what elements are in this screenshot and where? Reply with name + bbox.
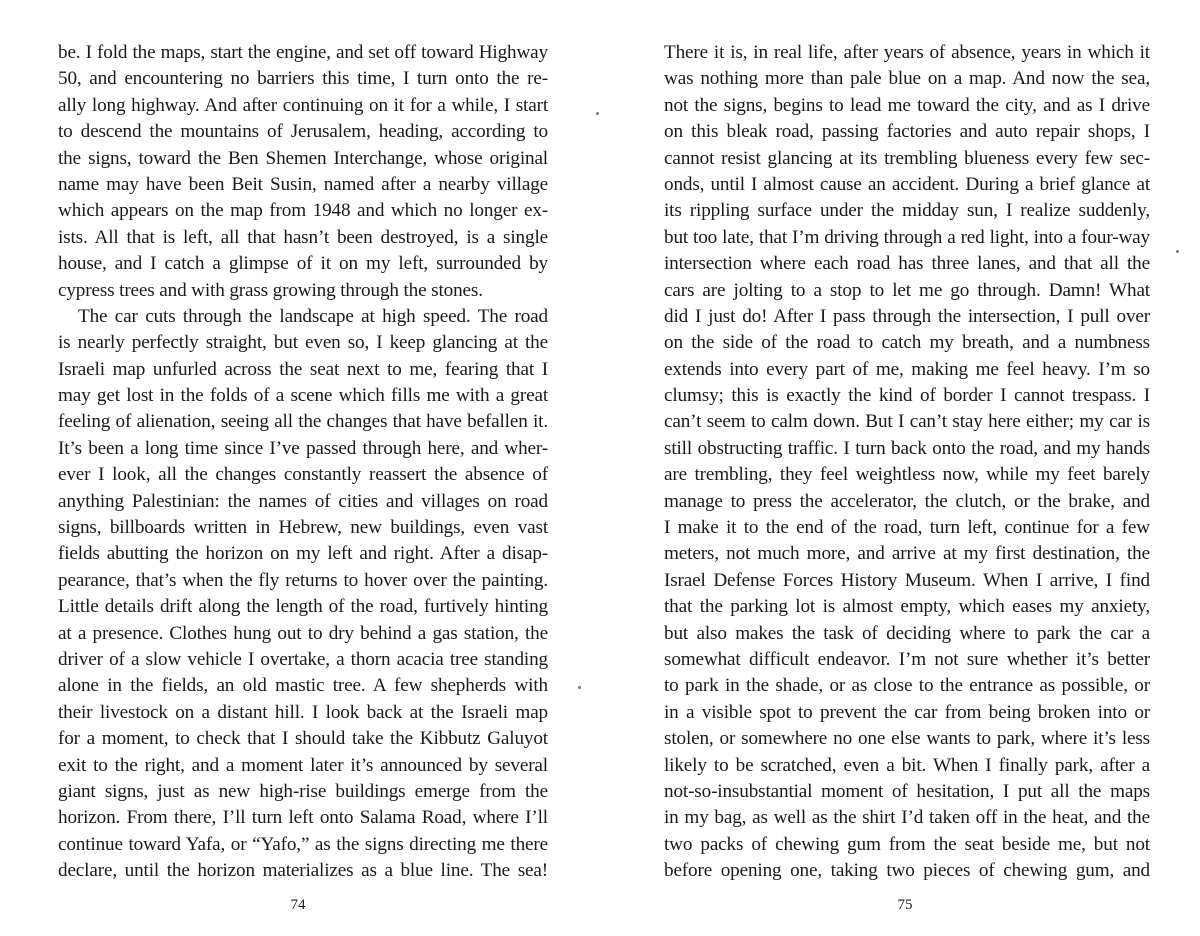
text-line: somewhat difficult endeavor. I’m not sure whether it’s better [664,648,1150,670]
left-page-text [58,40,548,885]
text-line: extends into every part of me, making me feel heavy. I’m so [664,358,1150,380]
text-line: house, and I catch a glimpse of it on my left, surrounded by [58,253,548,275]
paragraph-start-line: The car cuts through the landscape at high speed. The road [78,305,548,327]
text-line: their livestock on a distant hill. I look back at the Israeli map [58,701,548,723]
text-line: at a presence. Clothes hung out to dry behind a gas station, the [58,622,548,644]
text-line: onds, until I almost cause an accident. During a brief glance at [664,173,1150,195]
text-line: giant signs, just as new high-rise buildings emerge from the [58,780,548,802]
text-line: declare, until the horizon materializes as a blue line. The sea! [58,860,548,882]
text-line: fields abutting the horizon on my left and right. After a disap- [58,543,548,565]
text-line: driver of a slow vehicle I overtake, a thorn acacia tree standing [58,648,548,670]
text-line: stolen, or somewhere no one else wants to park, where it’s less [664,728,1150,750]
text-line: 50, and encountering no barriers this time, I turn onto the re- [58,68,548,90]
text-line: on the side of the road to catch my breath, and a numbness [664,332,1150,354]
text-line: for a moment, to check that I should take the Kibbutz Galuyot [58,728,548,750]
paragraph-end-line: cypress trees and with grass growing through the stones. [58,279,483,301]
text-line: but also makes the task of deciding where to park the car a [664,622,1150,644]
text-line: feeling of alienation, seeing all the changes that have befallen it. [58,411,548,433]
text-line: is nearly perfectly straight, but even so, I keep glancing at the [58,332,548,354]
page-number-right: 75 [897,897,913,913]
text-line: manage to press the accelerator, the clutch, or the brake, and [664,490,1150,512]
text-line: clumsy; this is exactly the kind of border I cannot trespass. I [664,385,1150,407]
right-page-text [664,40,1150,885]
text-line: not-so-insubstantial moment of hesitation, I put all the maps [664,780,1150,802]
text-line: in my bag, as well as the shirt I’d taken off in the heat, and the [664,807,1150,829]
scan-speck [1176,250,1179,253]
text-line: meters, not much more, and arrive at my first destination, the [664,543,1150,565]
text-line: cannot resist glancing at its trembling blueness every few sec- [664,147,1150,169]
text-line: to park in the shade, or as close to the entrance as possible, or [664,675,1150,697]
text-line: be. I fold the maps, start the engine, and set off toward Highway [58,42,548,63]
scan-speck [596,112,599,115]
page-number-left: 74 [290,897,306,913]
text-line: intersection where each road has three lanes, and that all the [664,253,1150,275]
text-line: signs, billboards written in Hebrew, new buildings, even vast [58,517,548,539]
text-line: Israel Defense Forces History Museum. When I arrive, I find [664,569,1150,591]
text-line: but too late, that I’m driving through a red light, into a four-way [664,226,1150,248]
text-line: in a visible spot to prevent the car from being broken into or [664,701,1150,723]
text-line: name may have been Beit Susin, named after a nearby village [58,173,548,195]
text-line: There it is, in real life, after years of absence, years in which it [664,42,1150,63]
text-line: likely to be scratched, even a bit. When I finally park, after a [664,754,1150,776]
text-line: before opening one, taking two pieces of chewing gum, and [664,860,1150,882]
text-line: alone in the fields, an old mastic tree. A few shepherds with [58,675,548,697]
scan-speck [578,686,581,689]
text-line: not the signs, begins to lead me toward the city, and as I drive [664,94,1150,116]
text-line: ists. All that is left, all that hasn’t been destroyed, is a single [58,226,548,248]
text-line: two packs of chewing gum from the seat beside me, but not [664,833,1150,855]
text-line: may get lost in the folds of a scene which fills me with a great [58,385,548,407]
text-line: the signs, toward the Ben Shemen Interchange, whose original [58,147,548,169]
text-line: ally long highway. And after continuing on it for a while, I start [58,94,548,116]
text-line: Israeli map unfurled across the seat next to me, fearing that I [58,358,548,380]
text-line: are trembling, they feel weightless now, while my feet barely [664,464,1150,486]
text-line: did I just do! After I pass through the intersection, I pull over [664,305,1150,327]
text-line: was nothing more than pale blue on a map. And now the sea, [664,68,1150,90]
text-line: still obstructing traffic. I turn back onto the road, and my hands [664,437,1150,459]
text-line: exit to the right, and a moment later it’s announced by several [58,754,548,776]
text-line: anything Palestinian: the names of cities and villages on road [58,490,548,512]
text-line: to descend the mountains of Jerusalem, heading, according to [58,121,548,143]
text-line: on this bleak road, passing factories and auto repair shops, I [664,121,1150,143]
text-line: its rippling surface under the midday sun, I realize suddenly, [664,200,1150,222]
text-line: horizon. From there, I’ll turn left onto Salama Road, where I’ll [58,807,548,829]
text-line: can’t seem to calm down. But I can’t stay here either; my car is [664,411,1150,433]
text-line: Little details drift along the length of the road, furtively hinting [58,596,548,618]
text-line: pearance, that’s when the fly returns to hover over the painting. [58,569,548,591]
text-line: which appears on the map from 1948 and which no longer ex- [58,200,548,222]
text-line: I make it to the end of the road, turn left, continue for a few [664,517,1150,539]
text-line: ever I look, all the changes constantly reassert the absence of [58,464,548,486]
text-line: cars are jolting to a stop to let me go through. Damn! What [664,279,1150,301]
text-line: continue toward Yafa, or “Yafo,” as the signs directing me there [58,833,548,855]
text-line: It’s been a long time since I’ve passed through here, and wher- [58,437,548,459]
text-line: that the parking lot is almost empty, which eases my anxiety, [664,596,1150,618]
